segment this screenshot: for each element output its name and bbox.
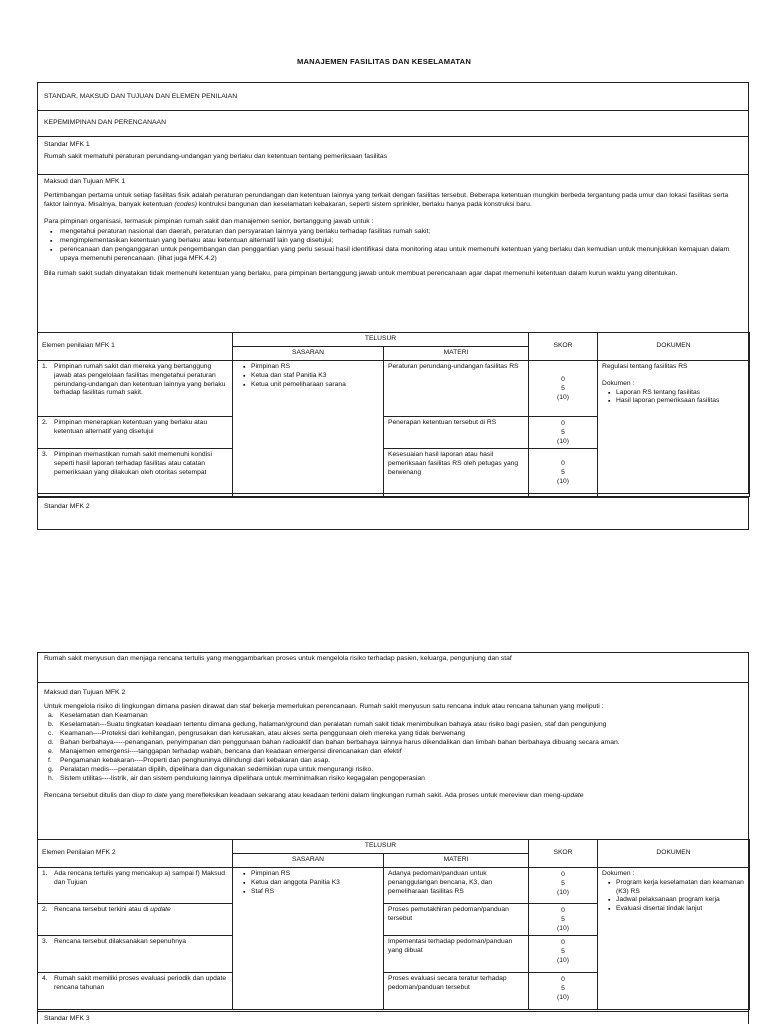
intent-label: Maksud dan Tujuan MFK 2 xyxy=(44,689,126,696)
list-item: a. Keselamatan dan Keamanan xyxy=(48,711,148,719)
intent-list xyxy=(44,712,742,784)
materi-cell: Kesesuaian hasil laporan atau hasil pemeriksaan fasilitas RS oleh petugas yang berwenang xyxy=(384,448,529,496)
intent-label: Maksud dan Tujuan MFK 1 xyxy=(44,178,126,185)
materi-cell: Adanya pedoman/panduan untuk penanggulangan bencana, K3, dan pemeliharaan fasilitas RS xyxy=(384,867,529,903)
list-item: ▪ Jadwal pelaksanaan program kerja xyxy=(610,896,745,905)
list-item: ▪ perencanaan dan penganggaran untuk pengembangan dan penggantian yang perlu sesuai hasil identifikasi data monitoring atau untuk memenuhi ketentuan yang berlaku dan kemudian untuk menunjukkan kemajuan dalam upaya memenuhi perencanaan. (lihat juga MFK.4.2) xyxy=(60,246,742,264)
skor-cell: 0 5 (10) xyxy=(529,867,598,903)
list-item: ▪ Evaluasi disertai tindak lanjut xyxy=(610,905,745,914)
intent-paragraph-1: Untuk mengelola risiko di lingkungan dimana pasien dirawat dan staf bekerja memerlukan perencanaan. Rumah sakit menyusun satu rencana induk atau rencana tahunan yang meliputi : xyxy=(44,702,604,710)
list-item: b. Keselamatan---Suatu tingkatan keadaan tertentu dimana gedung, halaman/ground dan peralatan rumah sakit tidak menimbulkan bahaya atau risiko bagi pasien, staf dan pengunjung xyxy=(48,720,607,728)
document-title: MANAJEMEN FASILITAS DAN KESELAMATAN xyxy=(296,57,472,66)
dokumen-cell: Regulasi tentang fasilitas RS Dokumen : ▪ Laporan RS tentang fasilitas ▪ Hasil laporan pemeriksaan fasilitas xyxy=(598,360,750,496)
col-materi: MATERI xyxy=(384,853,529,867)
element-cell: 2. Rencana tersebut terkini atau di update xyxy=(38,903,233,935)
list-item: ▪ Staf RS xyxy=(245,888,379,897)
skor-cell: 0 5 (10) xyxy=(529,360,598,416)
standard-text: Rumah sakit mematuhi peraturan perundang-undangan yang berlaku dan ketentuan tentang pemeriksaan fasilitas xyxy=(44,152,388,160)
col-element: Elemen Penilaian MFK 2 xyxy=(38,840,233,868)
element-cell: 1. Ada rencana tertulis yang mencakup a) sampai f) Maksud dan Tujuan xyxy=(38,867,233,903)
col-sasaran: SASARAN xyxy=(233,853,384,867)
list-item: ▪ Hasil laporan pemeriksaan fasilitas xyxy=(610,397,745,406)
skor-cell: 0 5 (10) xyxy=(529,416,598,448)
materi-cell: Proses pemutakhiran pedoman/panduan tersebut xyxy=(384,903,529,935)
skor-cell: 0 5 (10) xyxy=(529,972,598,1009)
list-item: f. Pengamanan kebakaran----Properti dan penghuninya dilindungi dari kebakaran dan asap. xyxy=(48,756,331,764)
element-cell: 3. Rencana tersebut dilaksanakan sepenuhnya xyxy=(38,935,233,972)
standard-text-mfk2: Rumah sakit menyusun dan menjaga rencana tertulis yang menggambarkan proses untuk mengelola risiko terhadap pasien, keluarga, pengunjung dan staf xyxy=(38,653,748,683)
skor-cell: 0 5 (10) xyxy=(529,448,598,496)
standard-mfk2-heading: Standar MFK 2 xyxy=(37,497,749,530)
dokumen-cell: Dokumen : ▪ Program kerja keselamatan dan keamanan (K3) RS ▪ Jadwal pelaksanaan program kerja ▪ Evaluasi disertai tindak lanjut xyxy=(598,867,750,1009)
col-materi: MATERI xyxy=(384,346,529,360)
materi-cell: Impementasi terhadap pedoman/panduan yang dibuat xyxy=(384,935,529,972)
intent-paragraph-1: Pertimbangan pertama untuk setiap fasilitas fisik adalah peraturan perundangan dan ketentuan lainnya yang terkait dengan fasilitas tersebut. Beberapa ketentuan mungkin berbeda tergantung pada umur dan lokasi fasilitas serta faktor lainnya. Misalnya, banyak ketentuan (codes) kontruksi bangunan dan keselamatan kebakaran, seperti sistem sprinkler, berlaku hanya pada konstruksi baru. xyxy=(44,191,729,208)
section-header: STANDAR, MAKSUD DAN TUJUAN DAN ELEMEN PENILAIAN xyxy=(38,83,748,111)
table-row xyxy=(38,867,750,903)
materi-cell: Penerapan ketentuan tersebut di RS xyxy=(384,416,529,448)
assessment-table-mfk2 xyxy=(37,839,750,1010)
standard-mfk3-heading: Standar MFK 3 xyxy=(37,1011,749,1024)
list-item: ▪ Ketua dan anggota Panitia K3 xyxy=(245,879,379,888)
intent-paragraph-2: Rencana tersebut ditulis dan diup to date yang merefleksikan keadaan sekarang atau keadaan terkini dalam lingkungan rumah sakit. Ada proses untuk mereview dan meng-update xyxy=(44,791,584,799)
col-dokumen: DOKUMEN xyxy=(598,840,750,868)
col-skor: SKOR xyxy=(529,840,598,868)
intent-mfk2 xyxy=(38,683,748,833)
col-sasaran: SASARAN xyxy=(233,346,384,360)
list-item: c. Keamanan----Proteksi dari kehilangan, pengrusakan dan kerusakan, atau akses serta penggunaan oleh mereka yang tidak berwenang xyxy=(48,729,466,737)
element-cell: 2. Pimpinan menerapkan ketentuan yang berlaku atau ketentuan alternatif yang disetujui xyxy=(38,416,233,448)
intent-mfk1 xyxy=(38,175,748,319)
materi-cell: Peraturan perundang-undangan fasilitas RS xyxy=(384,360,529,416)
element-cell: 4. Rumah sakit memiliki proses evaluasi periodik dan update rencana tahunan xyxy=(38,972,233,1009)
standard-mfk1 xyxy=(38,137,748,175)
list-item: e. Manajemen emergensi----tanggapan terhadap wabah, bencana dan keadaan emergensi direncanakan dan efektif xyxy=(48,747,402,755)
list-item: h. Sistem utilitas----listrik, air dan sistem pendukung lainnya dipelihara untuk meminimalkan risiko kegagalan pengoperasian xyxy=(48,774,425,782)
list-item: ▪ Pimpinan RS xyxy=(245,870,379,879)
element-cell: 3. Pimpinan memastikan rumah sakit memenuhi kondisi seperti hasil laporan terhadap fasilitas atau catatan pemeriksaan yang dilakukan oleh otoritas setempat xyxy=(38,448,233,496)
list-item: d. Bahan berbahaya-----penanganan, penyimpanan dan penggunaan bahan radioaktif dan bahan berbahaya lainnya harus dikendalikan dan limbah bahan berbahaya dibuang secara aman. xyxy=(48,738,620,746)
intent-paragraph-2: Para pimpinan organisasi, termasuk pimpinan rumah sakit dan manajemen senior, bertanggung jawab untuk : xyxy=(44,217,374,225)
materi-cell: Proses evaluasi secara teratur terhadap pedoman/panduan tersebut xyxy=(384,972,529,1009)
col-element: Elemen penilaian MFK 1 xyxy=(38,333,233,361)
col-skor: SKOR xyxy=(529,333,598,361)
list-item: ▪ Ketua dan staf Panitia K3 xyxy=(245,372,379,381)
section-subheader: KEPEMIMPINAN DAN PERENCANAAN xyxy=(38,111,748,137)
list-item: ▪ mengimplementasikan ketentuan yang berlaku atau ketentuan alternatif lain yang disetujui; xyxy=(60,237,742,246)
intent-bullet-list xyxy=(44,228,742,264)
list-item: ▪ Ketua unit pemeliharaan sarana xyxy=(245,381,379,390)
assessment-table-mfk1 xyxy=(37,332,750,497)
col-dokumen: DOKUMEN xyxy=(598,333,750,361)
list-item: g. Peralatan medis----peralatan dipilih, dipelihara dan digunakan sedemikian rupa untuk mengurangi risiko. xyxy=(48,765,374,773)
table-row xyxy=(38,360,750,416)
col-telusur: TELUSUR xyxy=(233,840,529,854)
skor-cell: 0 5 (10) xyxy=(529,935,598,972)
list-item: ▪ mengetahui peraturan nasional dan daerah, peraturan dan persyaratan lainnya yang berlaku terhadap fasilitas rumah sakit; xyxy=(60,228,742,237)
intent-paragraph-3: Bila rumah sakit sudah dinyatakan tidak memenuhi ketentuan yang berlaku, para pimpinan bertanggung jawab untuk membuat perencanaan agar dapat memenuhi ketentuan dalam kurun waktu yang ditentukan. xyxy=(44,269,678,277)
col-telusur: TELUSUR xyxy=(233,333,529,347)
sasaran-cell xyxy=(233,867,384,1009)
skor-cell: 0 5 (10) xyxy=(529,903,598,935)
sasaran-cell xyxy=(233,360,384,496)
list-item: ▪ Program kerja keselamatan dan keamanan (K3) RS xyxy=(610,879,745,897)
list-item: ▪ Laporan RS tentang fasilitas xyxy=(610,389,745,398)
standard-label: Standar MFK 1 xyxy=(44,141,90,148)
element-cell: 1. Pimpinan rumah sakit dan mereka yang bertanggung jawab atas pengelolaan fasilitas mengetahui peraturan perundang-undangan dan ketentuan lainnya yang berlaku terhadap fasilitas rumah sakit. xyxy=(38,360,233,416)
list-item: ▪ Pimpinan RS xyxy=(245,363,379,372)
